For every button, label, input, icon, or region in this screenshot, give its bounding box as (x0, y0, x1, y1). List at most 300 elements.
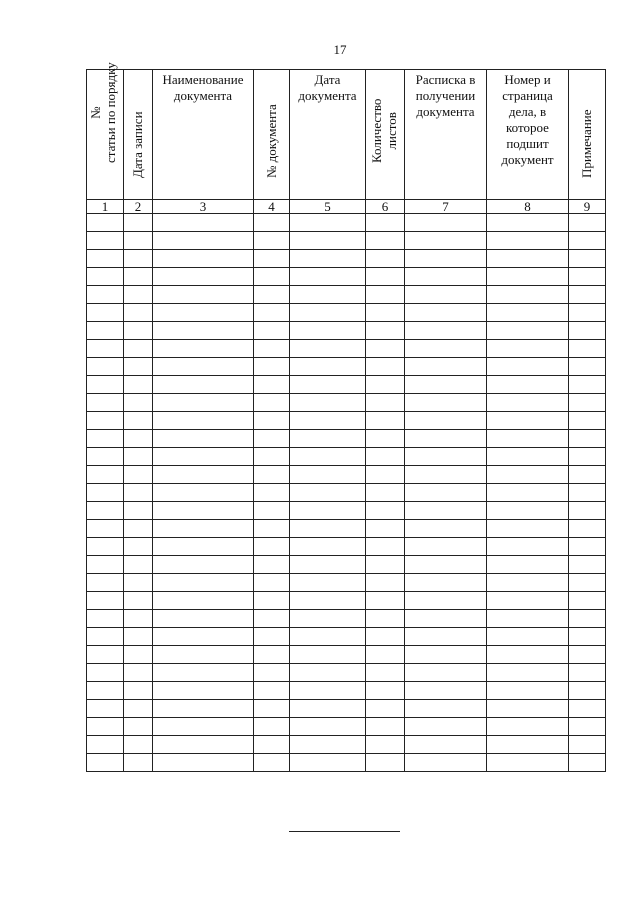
table-cell (254, 322, 290, 340)
table-cell (405, 502, 487, 520)
table-cell (254, 610, 290, 628)
table-cell (487, 430, 569, 448)
table-cell (254, 268, 290, 286)
table-cell (487, 466, 569, 484)
table-cell (569, 628, 606, 646)
header-row (87, 70, 606, 200)
table-cell (87, 286, 124, 304)
table-cell (290, 376, 366, 394)
table-cell (405, 556, 487, 574)
table-row (87, 718, 606, 736)
table-cell (405, 358, 487, 376)
table-cell (153, 628, 254, 646)
table-cell (487, 484, 569, 502)
table-cell (87, 682, 124, 700)
table-cell (405, 214, 487, 232)
table-row (87, 340, 606, 358)
table-cell (87, 268, 124, 286)
table-cell (254, 232, 290, 250)
header-document-date: Дата документа (290, 70, 366, 200)
table-cell (124, 592, 153, 610)
table-cell (124, 394, 153, 412)
table-row (87, 394, 606, 412)
table-cell (290, 646, 366, 664)
table-row (87, 538, 606, 556)
table-cell (290, 574, 366, 592)
table-row (87, 466, 606, 484)
table-cell (487, 592, 569, 610)
table-cell (487, 412, 569, 430)
table-cell (87, 538, 124, 556)
table-cell (290, 412, 366, 430)
table-cell (254, 682, 290, 700)
table-cell (290, 250, 366, 268)
table-cell (124, 484, 153, 502)
table-cell (290, 430, 366, 448)
table-cell (153, 214, 254, 232)
table-cell (87, 430, 124, 448)
table-cell (366, 682, 405, 700)
table-cell (153, 412, 254, 430)
table-cell (366, 484, 405, 502)
table-cell (254, 718, 290, 736)
table-cell (487, 520, 569, 538)
table-cell (87, 592, 124, 610)
table-cell (487, 736, 569, 754)
table-cell (254, 304, 290, 322)
table-cell (405, 628, 487, 646)
table-cell (153, 232, 254, 250)
table-cell (405, 646, 487, 664)
table-cell (569, 304, 606, 322)
column-number: 4 (254, 200, 290, 214)
table-cell (487, 556, 569, 574)
table-cell (366, 268, 405, 286)
table-cell (487, 340, 569, 358)
table-cell (124, 466, 153, 484)
header-case-page: Номер и страница дела, в которое подшит документ (487, 70, 569, 200)
table-cell (254, 538, 290, 556)
table-cell (405, 718, 487, 736)
table-cell (366, 520, 405, 538)
table-cell (153, 700, 254, 718)
table-cell (569, 574, 606, 592)
table-cell (124, 574, 153, 592)
table-cell (87, 754, 124, 772)
table-cell (290, 304, 366, 322)
table-cell (405, 700, 487, 718)
table-cell (153, 268, 254, 286)
table-cell (366, 538, 405, 556)
table-cell (366, 340, 405, 358)
table-cell (124, 448, 153, 466)
table-cell (254, 466, 290, 484)
table-cell (569, 502, 606, 520)
table-cell (153, 556, 254, 574)
table-cell (290, 466, 366, 484)
table-cell (124, 340, 153, 358)
table-cell (153, 718, 254, 736)
table-cell (569, 358, 606, 376)
table-row (87, 232, 606, 250)
table-cell (487, 502, 569, 520)
table-cell (366, 232, 405, 250)
table-cell (405, 664, 487, 682)
table-cell (569, 682, 606, 700)
table-cell (254, 502, 290, 520)
table-cell (405, 484, 487, 502)
table-cell (290, 682, 366, 700)
column-number: 7 (405, 200, 487, 214)
table-cell (569, 592, 606, 610)
table-cell (124, 376, 153, 394)
table-cell (366, 304, 405, 322)
table-cell (153, 754, 254, 772)
header-document-number-text: № документа (263, 104, 279, 178)
table-cell (487, 376, 569, 394)
table-cell (487, 682, 569, 700)
table-cell (124, 304, 153, 322)
table-cell (569, 610, 606, 628)
table-cell (569, 538, 606, 556)
table-cell (124, 250, 153, 268)
table-cell (569, 664, 606, 682)
table-row (87, 736, 606, 754)
table-cell (87, 556, 124, 574)
table-cell (405, 304, 487, 322)
table-cell (87, 502, 124, 520)
table-row (87, 520, 606, 538)
table-row (87, 664, 606, 682)
table-cell (124, 358, 153, 376)
table-cell (254, 736, 290, 754)
table-cell (405, 394, 487, 412)
table-cell (254, 592, 290, 610)
table-cell (87, 610, 124, 628)
table-cell (405, 466, 487, 484)
table-cell (124, 736, 153, 754)
table-cell (366, 358, 405, 376)
header-article-number-line2: статьи по порядку (103, 62, 118, 163)
table-cell (366, 736, 405, 754)
table-cell (254, 664, 290, 682)
table-cell (569, 268, 606, 286)
table-cell (87, 304, 124, 322)
table-cell (87, 232, 124, 250)
table-cell (366, 466, 405, 484)
table-cell (254, 448, 290, 466)
table-row (87, 412, 606, 430)
table-row (87, 628, 606, 646)
table-cell (254, 250, 290, 268)
table-cell (124, 664, 153, 682)
table-cell (405, 520, 487, 538)
table-cell (366, 322, 405, 340)
table-cell (569, 700, 606, 718)
table-cell (405, 610, 487, 628)
table-cell (366, 448, 405, 466)
table-cell (405, 448, 487, 466)
table-cell (569, 448, 606, 466)
table-cell (124, 700, 153, 718)
table-cell (124, 754, 153, 772)
table-cell (487, 214, 569, 232)
table-cell (366, 394, 405, 412)
table-cell (366, 664, 405, 682)
table-row (87, 214, 606, 232)
table-cell (405, 754, 487, 772)
header-note (569, 70, 606, 200)
table-cell (254, 358, 290, 376)
table-cell (569, 556, 606, 574)
table-row (87, 358, 606, 376)
table-cell (153, 736, 254, 754)
table-cell (405, 250, 487, 268)
table-cell (87, 394, 124, 412)
table-cell (153, 682, 254, 700)
table-cell (366, 592, 405, 610)
table-cell (405, 592, 487, 610)
table-cell (487, 610, 569, 628)
table-cell (366, 556, 405, 574)
table-cell (405, 430, 487, 448)
table-cell (487, 232, 569, 250)
table-cell (487, 358, 569, 376)
table-cell (290, 358, 366, 376)
table-cell (405, 286, 487, 304)
table-cell (290, 592, 366, 610)
table-cell (487, 286, 569, 304)
header-document-number (254, 70, 290, 200)
table-row (87, 574, 606, 592)
table-cell (290, 628, 366, 646)
table-cell (124, 412, 153, 430)
table-cell (569, 736, 606, 754)
table-cell (290, 448, 366, 466)
table-cell (87, 718, 124, 736)
table-cell (366, 718, 405, 736)
table-cell (254, 484, 290, 502)
table-cell (153, 430, 254, 448)
table-cell (153, 538, 254, 556)
table-cell (366, 250, 405, 268)
table-cell (124, 502, 153, 520)
table-cell (124, 610, 153, 628)
table-cell (487, 754, 569, 772)
table-cell (569, 214, 606, 232)
table-row (87, 754, 606, 772)
table-cell (366, 700, 405, 718)
table-cell (153, 340, 254, 358)
table-cell (569, 340, 606, 358)
table-cell (153, 592, 254, 610)
table-cell (290, 520, 366, 538)
column-number: 8 (487, 200, 569, 214)
table-cell (405, 412, 487, 430)
table-cell (569, 646, 606, 664)
header-sheet-count-line2: листов (384, 112, 399, 150)
header-note-text: Примечание (579, 109, 594, 178)
table-cell (153, 286, 254, 304)
table-cell (290, 700, 366, 718)
table-cell (290, 268, 366, 286)
table-cell (124, 682, 153, 700)
header-article-number (87, 62, 124, 200)
table-cell (153, 646, 254, 664)
table-cell (254, 340, 290, 358)
table-cell (254, 430, 290, 448)
table-cell (254, 700, 290, 718)
table-row (87, 448, 606, 466)
header-receipt: Расписка в получении документа (405, 70, 487, 200)
table-cell (366, 610, 405, 628)
table-cell (405, 322, 487, 340)
table-cell (290, 340, 366, 358)
table-row (87, 304, 606, 322)
table-cell (153, 304, 254, 322)
header-sheet-count-line1: Количество (369, 98, 384, 163)
table-cell (366, 628, 405, 646)
table-cell (87, 646, 124, 664)
table-cell (366, 754, 405, 772)
table-cell (153, 610, 254, 628)
table-cell (290, 664, 366, 682)
table-cell (290, 394, 366, 412)
table-cell (290, 610, 366, 628)
table-cell (487, 268, 569, 286)
table-cell (87, 214, 124, 232)
table-cell (290, 556, 366, 574)
table-cell (569, 484, 606, 502)
table-cell (87, 448, 124, 466)
header-document-name: Наименование документа (153, 70, 254, 200)
table-cell (87, 664, 124, 682)
table-cell (254, 394, 290, 412)
table-cell (366, 430, 405, 448)
table-cell (569, 232, 606, 250)
table-cell (487, 448, 569, 466)
table-cell (87, 628, 124, 646)
table-cell (290, 718, 366, 736)
table-cell (290, 214, 366, 232)
table-cell (254, 754, 290, 772)
table-row (87, 592, 606, 610)
table-cell (254, 520, 290, 538)
table-cell (405, 268, 487, 286)
table-cell (487, 646, 569, 664)
page-number: 17 (333, 42, 347, 57)
table-cell (254, 286, 290, 304)
table-cell (87, 322, 124, 340)
table-cell (487, 664, 569, 682)
column-number: 9 (569, 200, 606, 214)
table-cell (254, 214, 290, 232)
table-cell (124, 322, 153, 340)
table-cell (487, 574, 569, 592)
table-cell (290, 232, 366, 250)
table-cell (569, 466, 606, 484)
table-cell (153, 520, 254, 538)
table-cell (124, 628, 153, 646)
table-cell (124, 430, 153, 448)
table-cell (290, 484, 366, 502)
table-cell (124, 718, 153, 736)
table-cell (487, 250, 569, 268)
table-cell (153, 376, 254, 394)
header-entry-date (124, 70, 153, 200)
table-cell (87, 736, 124, 754)
column-number: 6 (366, 200, 405, 214)
table-cell (124, 646, 153, 664)
table-row (87, 484, 606, 502)
table-row (87, 286, 606, 304)
table-cell (569, 412, 606, 430)
table-cell (87, 520, 124, 538)
column-number: 3 (153, 200, 254, 214)
column-number: 5 (290, 200, 366, 214)
column-number: 1 (87, 200, 124, 214)
table-cell (153, 322, 254, 340)
header-entry-date-text: Дата записи (130, 111, 145, 178)
column-number: 2 (124, 200, 153, 214)
table-cell (290, 286, 366, 304)
table-cell (87, 358, 124, 376)
table-cell (366, 502, 405, 520)
table-cell (569, 718, 606, 736)
table-cell (153, 574, 254, 592)
table-cell (254, 412, 290, 430)
table-cell (487, 322, 569, 340)
table-cell (290, 322, 366, 340)
table-cell (366, 412, 405, 430)
document-register-table (86, 62, 606, 772)
table-cell (87, 484, 124, 502)
table-cell (290, 754, 366, 772)
table-cell (366, 376, 405, 394)
table-cell (124, 232, 153, 250)
table-cell (87, 574, 124, 592)
table-cell (153, 466, 254, 484)
table-cell (366, 286, 405, 304)
table-row (87, 646, 606, 664)
table-cell (569, 376, 606, 394)
table-cell (405, 538, 487, 556)
table-body (87, 214, 606, 772)
table-cell (290, 736, 366, 754)
table-cell (124, 286, 153, 304)
table-cell (405, 574, 487, 592)
table-cell (153, 664, 254, 682)
table-row (87, 430, 606, 448)
table-cell (153, 502, 254, 520)
table-cell (487, 718, 569, 736)
table-cell (405, 376, 487, 394)
table-row (87, 322, 606, 340)
table-cell (569, 394, 606, 412)
table-cell (254, 646, 290, 664)
table-row (87, 610, 606, 628)
table-cell (87, 466, 124, 484)
table-row (87, 268, 606, 286)
table-cell (366, 646, 405, 664)
table-cell (569, 322, 606, 340)
table-cell (487, 304, 569, 322)
table-cell (569, 250, 606, 268)
table-cell (124, 520, 153, 538)
table-cell (153, 448, 254, 466)
table-cell (569, 430, 606, 448)
table-cell (569, 286, 606, 304)
